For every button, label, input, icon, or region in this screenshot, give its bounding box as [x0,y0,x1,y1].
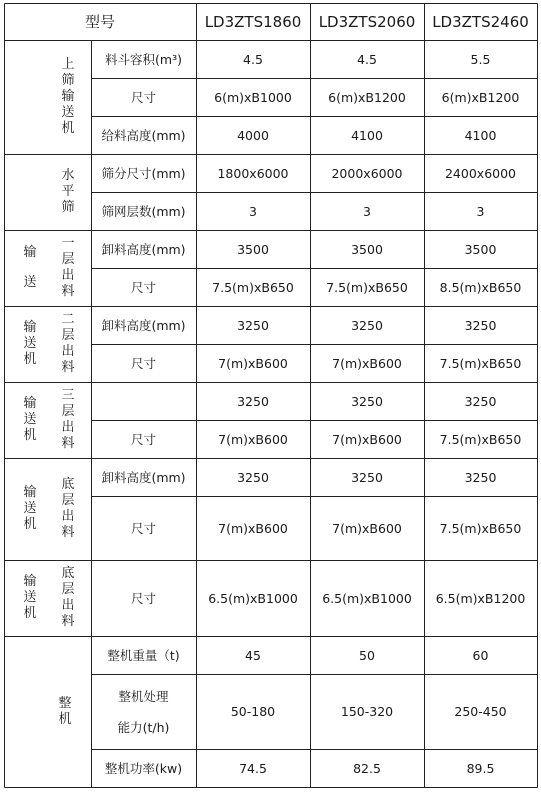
row-label [91,40,196,78]
row-value-3: 250-450 [454,704,507,719]
row-value-3: 89.5 [466,760,495,776]
row-label-text: 整机重量（t) [107,648,180,663]
row-value-2: 4.5 [357,51,377,67]
row-label-text: 料斗容积(m³) [105,52,182,67]
row-label-text: 尺寸 [130,90,156,105]
row-label-text: 筛网层数(mm) [101,204,186,219]
section-conveyor-c: 输 送 机 [23,396,37,443]
row-value-1: 1800x6000 [217,165,289,181]
section-bottom-e: 底 层 出 料 [61,566,75,629]
row-label [91,636,196,674]
row-label-text: 筛分尺寸(mm) [101,166,186,181]
row-value-1: 45 [245,647,261,663]
row-label [91,674,196,749]
row-value-2: 3250 [351,393,383,409]
row-value-3: 4100 [464,127,497,143]
row-value-2: 3250 [351,469,383,485]
section-conveyor-a: 输 送 [23,244,37,291]
row-label [91,420,196,458]
row-label-text: 尺寸 [130,356,156,371]
model-header-label: 型号 [84,13,115,31]
row-value-1: 4000 [237,127,269,143]
row-value-3: 3250 [464,469,497,485]
section-conveyor-b: 输 送 机 [23,320,37,367]
section-machine: 整 机 [58,695,72,727]
model-header-3: LD3ZTS2460 [432,12,529,31]
model-header-1: LD3ZTS1860 [204,12,302,31]
row-label-text: 卸料高度(mm) [101,242,186,257]
row-label [91,344,196,382]
row-value-1: 7.5(m)xB650 [212,279,294,295]
row-value-2: 3500 [351,241,383,257]
row-value-1: 7(m)xB600 [218,520,288,536]
row-label [91,154,196,192]
row-value-3: 7.5(m)xB650 [439,431,522,447]
section-conveyor-d: 输 送 机 [23,485,37,532]
row-label [91,560,196,636]
row-value-1: 7(m)xB600 [218,355,288,371]
row-value-1: 3 [249,203,257,219]
row-label [91,306,196,344]
row-label [91,458,196,496]
row-value-1: 74.5 [239,760,267,776]
section-layer1: 一 层 出 料 [61,236,75,299]
row-label [91,268,196,306]
row-value-2: 3250 [351,317,383,333]
row-label-text: 尺寸 [130,432,156,447]
row-value-2: 82.5 [353,760,381,776]
row-label-text-2: 能力(t/h) [117,720,170,735]
row-value-2: 6(m)xB1200 [328,89,406,105]
row-value-1: 3250 [237,393,269,409]
row-label-text: 整机功率(kw) [104,761,183,776]
row-value-1: 3500 [237,241,269,257]
section-horizontal-screen: 水 平 筛 [61,168,75,215]
row-value-1: 6.5(m)xB1000 [208,590,298,606]
row-value-1: 3250 [237,469,269,485]
section-bottom-d: 底 层 出 料 [61,477,75,540]
row-label-text: 给料高度(mm) [101,128,186,143]
section-upper-conveyor: 上 筛 输 送 机 [61,57,75,136]
row-value-3: 6.5(m)xB1200 [435,590,526,606]
row-value-3: 60 [472,647,489,663]
row-value-2: 7(m)xB600 [332,520,402,536]
row-label-text: 尺寸 [130,280,156,295]
row-value-2: 6.5(m)xB1000 [322,590,412,606]
section-layer2: 二 层 出 料 [61,312,75,375]
row-label [91,192,196,230]
row-value-2: 2000x6000 [331,165,403,181]
row-value-2: 50 [359,647,375,663]
row-value-3: 3 [476,203,485,219]
row-value-3: 7.5(m)xB650 [439,520,522,536]
row-value-1: 6(m)xB1000 [214,89,292,105]
row-label [91,230,196,268]
row-value-3: 5.5 [470,51,491,67]
row-value-2: 150-320 [340,704,394,719]
row-value-2: 7(m)xB600 [332,355,402,371]
row-value-2: 3 [363,203,371,219]
row-value-2: 4100 [351,127,383,143]
row-value-3: 2400x6000 [444,165,517,181]
row-value-3: 3250 [464,317,497,333]
section-layer3: 三 层 出 料 [61,388,75,451]
row-value-3: 3250 [464,393,497,409]
row-label [91,496,196,560]
row-label-text: 尺寸 [130,521,156,536]
row-label [91,749,196,787]
row-label-text: 卸料高度(mm) [101,470,186,485]
row-label [91,382,196,420]
row-label-text: 卸料高度(mm) [101,318,186,333]
row-label-text: 尺寸 [130,591,156,606]
row-value-3: 6(m)xB1200 [441,89,520,105]
row-value-1: 3250 [237,317,269,333]
row-label-text: 整机处理 [118,689,169,704]
row-value-3: 8.5(m)xB650 [439,279,522,295]
row-label [91,116,196,154]
row-label [91,78,196,116]
row-value-1: 7(m)xB600 [218,431,288,447]
row-value-3: 3500 [464,241,497,257]
section-conveyor-e: 输 送 机 [23,574,37,621]
row-value-2: 7.5(m)xB650 [326,279,408,295]
row-value-3: 7.5(m)xB650 [439,355,522,371]
row-value-1: 4.5 [243,51,263,67]
row-value-1: 50-180 [230,704,276,719]
model-header-2: LD3ZTS2060 [318,12,416,31]
row-value-2: 7(m)xB600 [332,431,402,447]
